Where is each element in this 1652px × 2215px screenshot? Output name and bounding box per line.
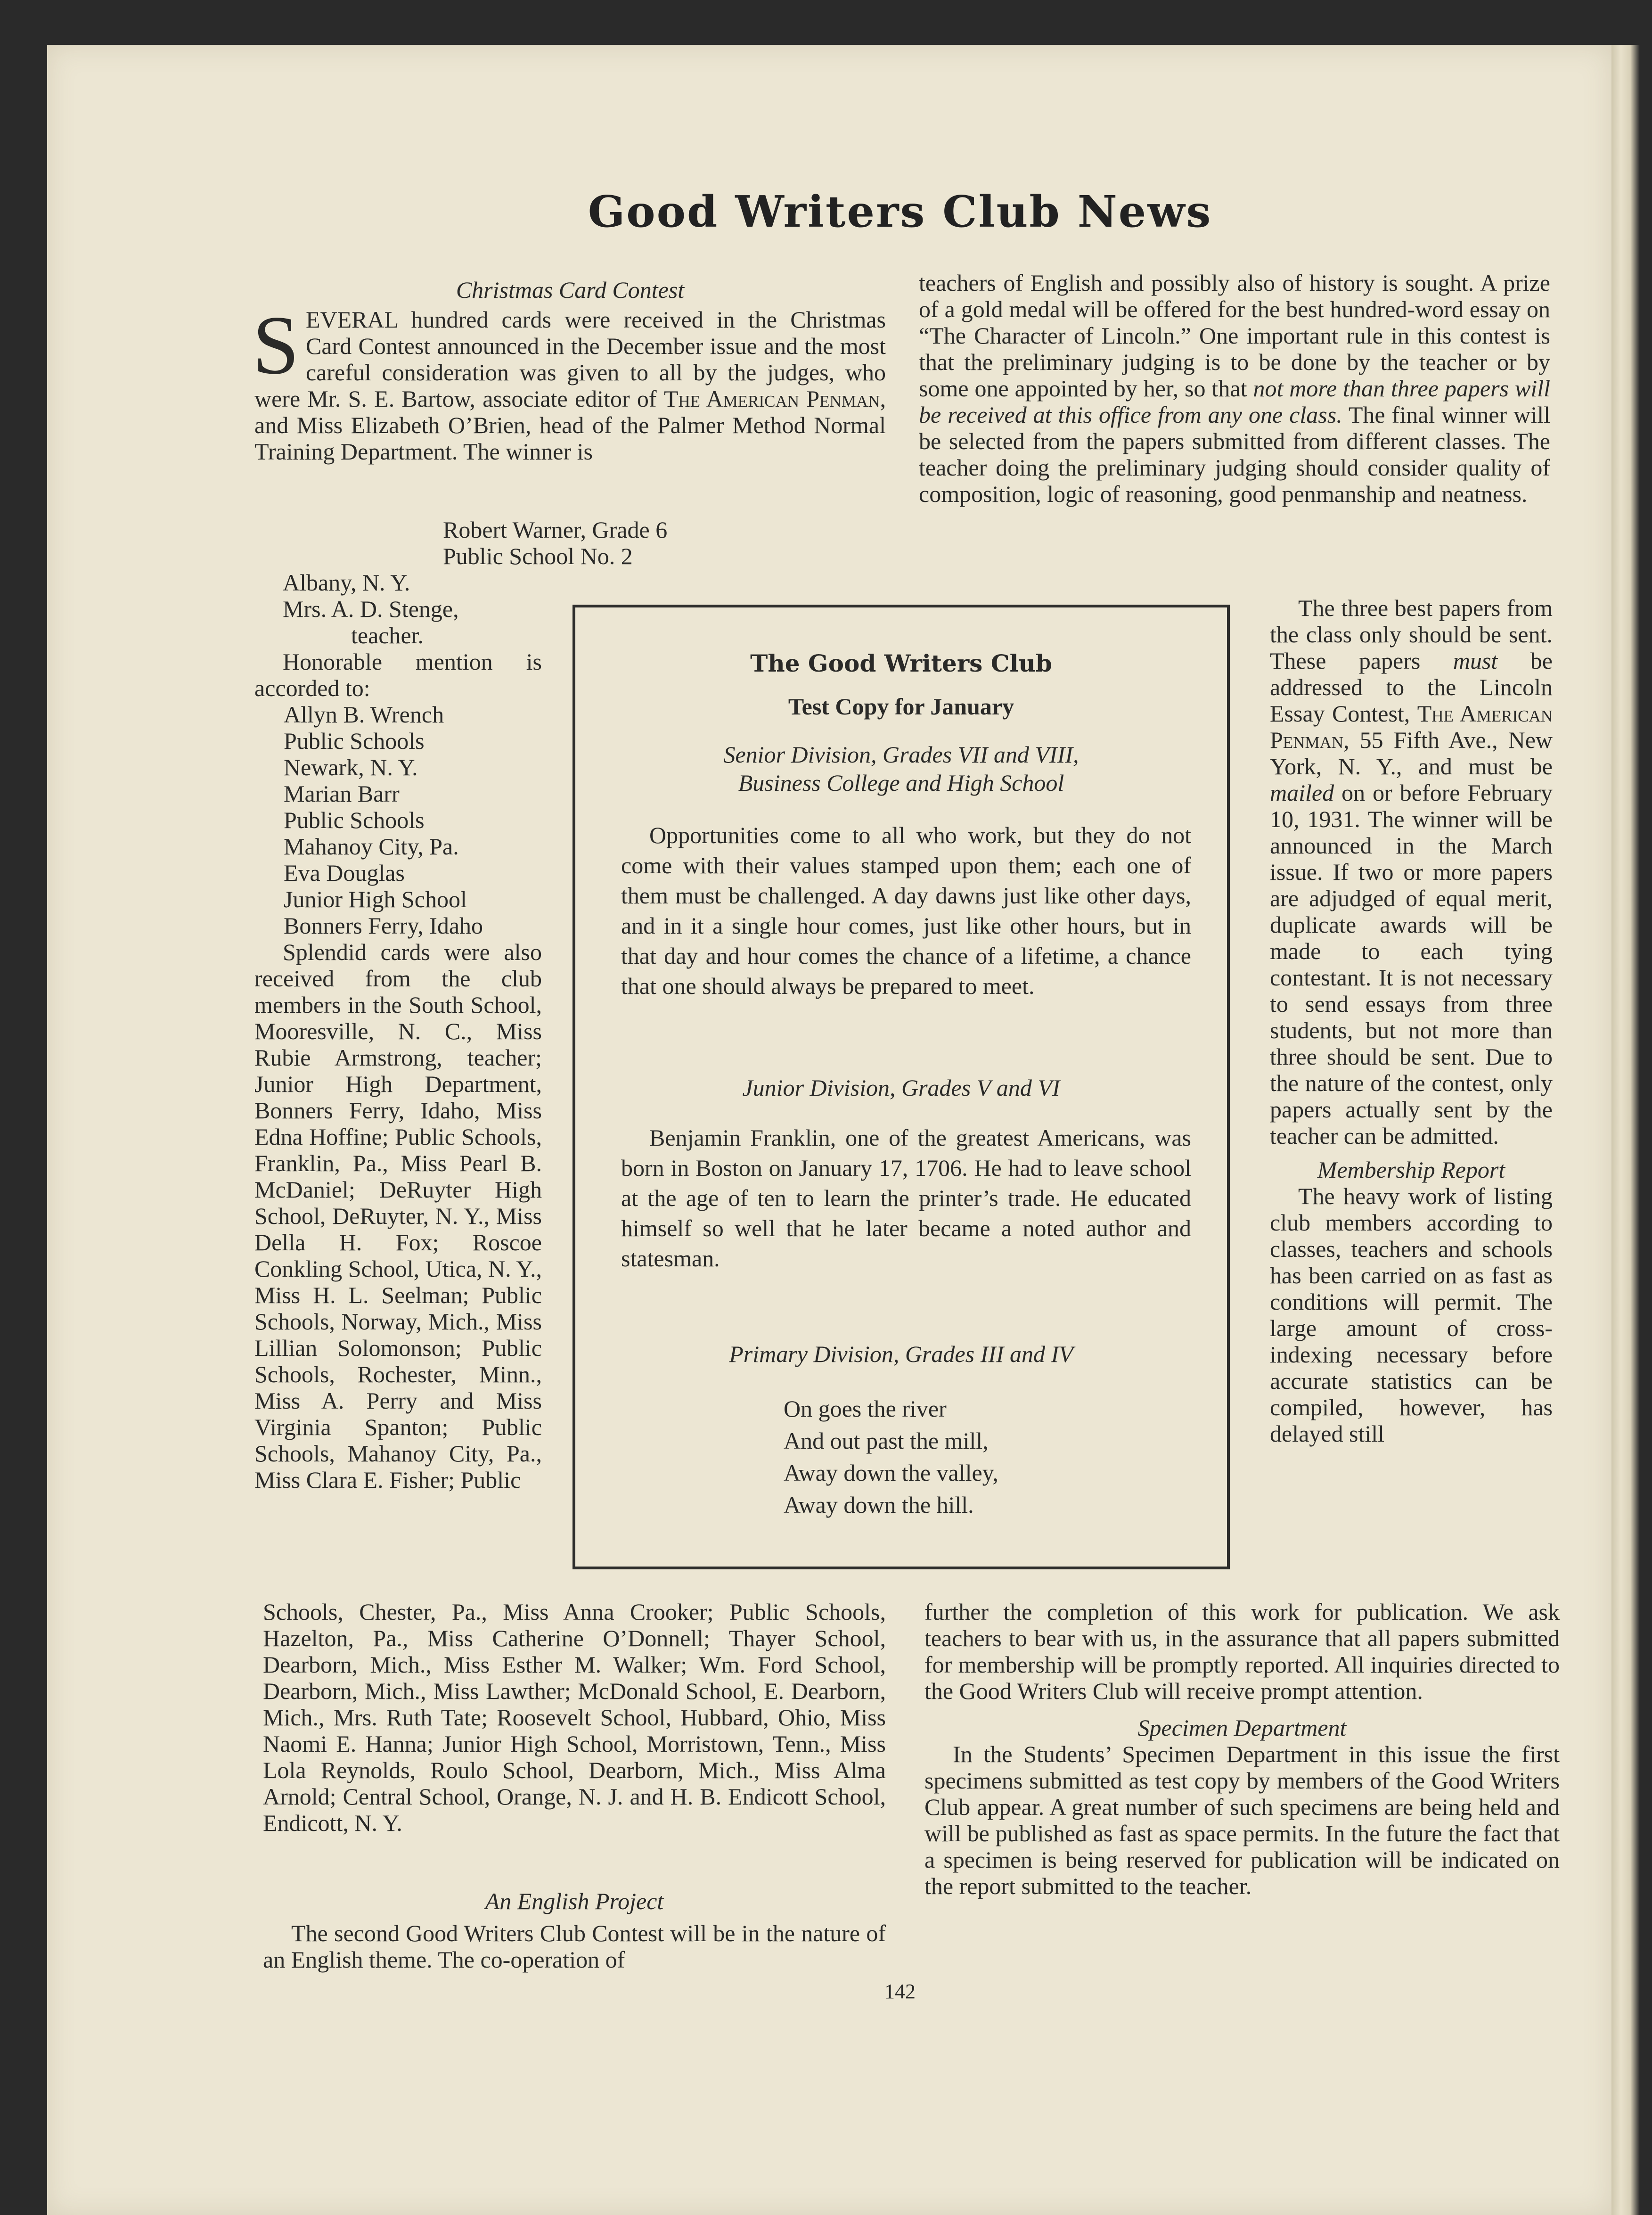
publication-name: The American Penman, (663, 386, 886, 412)
winner-teacher-role: teacher. (351, 622, 424, 648)
list-item: Bonners Ferry, Idaho (284, 912, 483, 939)
list-item: Mahanoy City, Pa. (284, 833, 459, 860)
page-edge (1611, 45, 1652, 2215)
list-item: Public Schools (284, 728, 425, 754)
senior-heading-1: Senior Division, Grades VII and VIII, (723, 741, 1079, 768)
lincoln-rules (1270, 595, 1553, 1447)
list-item: Eva Douglas (284, 860, 405, 886)
winner-block (443, 517, 667, 569)
list-item: Newark, N. Y. (284, 754, 418, 780)
lincoln-text-2: The final winner will be selected from the papers submitted from different classes. The teacher doing the preliminary judging should consider quality of composition, logic of reasoning, good penmanship and neatness. (919, 402, 1550, 507)
splendid-cards-text: Splendid cards were also received from the club members in the South School, Mooresville, N. C., Miss Rubie Armstrong, teacher; Junior High Department, Bonners Ferry, Idaho, Miss Edna Hoffine; Public Schools, Franklin, Pa., Miss Pearl B. McDaniel; DeRuyter High School, DeRuyter, N. Y., Miss Della H. Fox; Roscoe Conkling School, Utica, N. Y., Miss H. L. Seelman; Public Schools, Norway, Mich., Miss Lillian Solomonson; Public Schools, Rochester, Minn., Miss A. Perry and Miss Virginia Spanton; Public Schools, Mahanoy City, Pa., Miss Clara E. Fisher; Public (254, 939, 542, 1493)
honorable-mention (254, 648, 542, 1493)
senior-copy (621, 820, 1191, 1001)
lincoln-rules-text (1270, 595, 1553, 1149)
winner-school: Public School No. 2 (443, 543, 633, 569)
christmas-intro (253, 298, 886, 465)
box-title: The Good Writers Club (750, 649, 1052, 677)
primary-heading: Primary Division, Grades III and IV (729, 1341, 1073, 1367)
rules-mailed: mailed (1270, 779, 1334, 806)
english-project (263, 1920, 886, 1973)
list-item: Public Schools (284, 807, 425, 833)
rules-publication: The American Penman, (1270, 700, 1553, 753)
membership-heading: Membership Report (1317, 1157, 1505, 1183)
membership-wide: further the completion of this work for publication. We ask teachers to bear with us, in the assurance that all papers submitted for membership will be promptly reported. All inquiries directed to the Good Writers Club will receive prompt attention. (924, 1599, 1560, 1704)
english-project-text: The second Good Writers Club Contest will be in the nature of an English theme. The co-operation of (263, 1920, 886, 1973)
junior-text: Benjamin Franklin, one of the greatest Americans, was born in Boston on January 17, 1706. He had to leave school at the age of ten to learn the printer’s trade. He educated himself so well that he later became a noted author and statesman. (621, 1124, 1191, 1272)
rules-text-2: be addressed to the Lincoln Essay Contest, (1270, 648, 1553, 727)
splendid-cards-wide: Schools, Chester, Pa., Miss Anna Crooker; Public Schools, Hazelton, Pa., Miss Catherine O’Donnell; Thayer School, Dearborn, Mich., Miss Esther M. Walker; Wm. Ford School, Dearborn, Mich., Miss Lawther; McDonald School, E. Dearborn, Mich., Mrs. Ruth Tate; Roosevelt School, Hubbard, Ohio, Miss Naomi E. Hanna; Junior High School, Morristown, Tenn., Miss Lola Reynolds, Roulo School, Dearborn, Mich., Miss Alma Arnold; Central School, Orange, N. J. and H. B. Endicott School, Endicott, N. Y. (263, 1599, 886, 1836)
poem-line: Away down the valley, (784, 1460, 998, 1486)
lincoln-contest-text (919, 270, 1550, 507)
specimen-text: In the Students’ Specimen Department in this issue the first specimens submitted as test copy by members of the Good Writers Club appear. A great number of such specimens are being held and will be published as fast as space permits. In the future the fact that a specimen is being reserved for publication will be indicated on the report submitted to the teacher. (924, 1741, 1560, 1899)
rules-must: must (1453, 648, 1498, 674)
honorable-intro: Honorable mention is accorded to: (254, 648, 542, 701)
christmas-intro-text-2: and Miss Elizabeth O’Brien, head of the Palmer Method Normal Training Department. The winner is (254, 412, 886, 465)
page-title: Good Writers Club News (588, 186, 1212, 237)
poem-line: And out past the mill, (784, 1427, 989, 1454)
splendid-cards-continued (263, 1599, 886, 1836)
lincoln-emphasis: not more than three papers will be received at this office from any one class. (919, 375, 1550, 428)
english-project-heading: An English Project (485, 1888, 664, 1914)
christmas-intro-text-1: EVERAL hundred cards were received in the Christmas Card Contest announced in the December issue and the most careful consideration was given to all by the judges, who were Mr. S. E. Bartow, associate editor of (254, 306, 886, 412)
rules-text-4: on or before February 10, 1931. The winner will be announced in the March issue. If two or more papers are adjudged of equal merit, duplicate awards will be made to each tying contestant. It is not necessary to send essays from three students, but not more than three should be sent. Due to the nature of the contest, only papers actually sent by the teacher can be admitted. (1270, 779, 1553, 1149)
winner-name: Robert Warner, Grade 6 (443, 517, 668, 543)
senior-heading-2: Business College and High School (738, 770, 1064, 796)
christmas-heading: Christmas Card Contest (456, 277, 685, 303)
poem-line: On goes the river (784, 1395, 947, 1422)
junior-heading: Junior Division, Grades V and VI (742, 1075, 1060, 1101)
winner-city: Albany, N. Y. (283, 569, 410, 596)
lincoln-text-1: teachers of English and possibly also of history is sought. A prize of a gold medal will be offered for the best hundred-word essay on “The Character of Lincoln.” One important rule in this contest is that the preliminary judging is to be done by the teacher or by some one appointed by her, so that (919, 270, 1550, 402)
drop-cap: S (253, 298, 299, 392)
page-number: 142 (884, 1980, 916, 2003)
list-item: Junior High School (284, 886, 467, 912)
rules-text-3: 55 Fifth Ave., New York, N. Y., and must be (1270, 727, 1553, 779)
senior-text: Opportunities come to all who work, but they do not come with their values stamped upon them; each one of them must be challenged. A day dawns just like other days, and in it a single hour comes, just like other hours, but in that day and hour comes the chance of a lifetime, a chance that one should always be prepared to meet. (621, 822, 1191, 999)
membership-text: The heavy work of listing club members according to classes, teachers and schools has been carried on as fast as conditions will permit. The large amount of cross-indexing necessary before accurate statistics can be compiled, however, has delayed still (1270, 1183, 1553, 1447)
winner-teacher: Mrs. A. D. Stenge, (283, 596, 459, 622)
lincoln-contest (919, 270, 1550, 507)
rules-text-1: The three best papers from the class only should be sent. These papers (1270, 595, 1553, 674)
junior-copy (621, 1123, 1191, 1273)
membership-continued (924, 1599, 1560, 1899)
honorable-list (254, 701, 542, 939)
list-item: Marian Barr (284, 780, 400, 807)
poem-line: Away down the hill. (784, 1492, 974, 1518)
box-subtitle: Test Copy for January (788, 693, 1014, 720)
list-item: Allyn B. Wrench (284, 701, 444, 728)
primary-poem (784, 1393, 998, 1521)
winner-location (283, 569, 459, 648)
specimen-heading: Specimen Department (1137, 1715, 1347, 1741)
